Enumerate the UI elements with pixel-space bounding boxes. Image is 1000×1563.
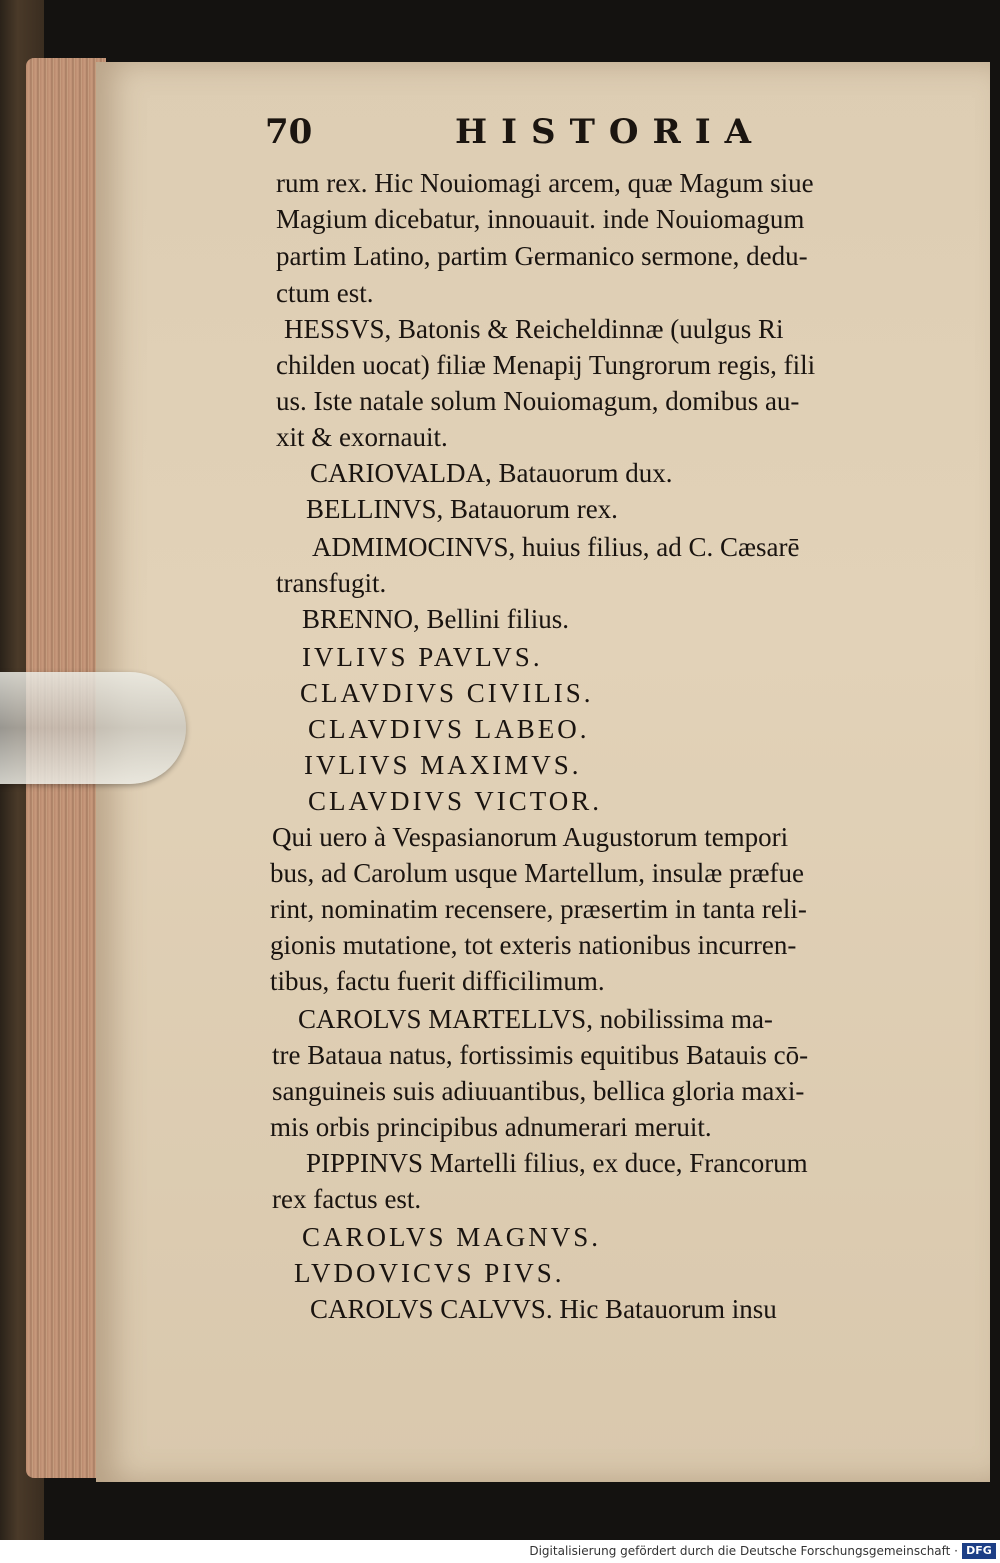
text-line: Qui uero à Vespasianorum Augustorum tempori (272, 822, 789, 852)
text-line: IVLIVS PAVLVS. (302, 642, 543, 672)
text-line: xit & exornauit. (276, 422, 448, 452)
text-line: ctum est. (276, 278, 374, 308)
page-clip (0, 672, 186, 784)
text-line: LVDOVICVS PIVS. (294, 1258, 565, 1288)
text-line: CLAVDIVS LABEO. (308, 714, 590, 744)
text-line: tibus, factu fuerit difficilimum. (270, 966, 605, 996)
text-line: CAROLVS MAGNVS. (302, 1222, 602, 1252)
text-line: transfugit. (276, 568, 387, 598)
text-line: rex factus est. (272, 1184, 422, 1214)
text-line: childen uocat) filiæ Menapij Tungrorum regis, fili (276, 350, 816, 380)
text-line: CLAVDIVS VICTOR. (308, 786, 603, 816)
text-line: HESSVS, Batonis & Reicheldinnæ (uulgus Ri (284, 314, 784, 344)
text-line: sanguineis suis adiuuantibus, bellica gloria maxi- (272, 1076, 805, 1106)
text-line: CAROLVS MARTELLVS, nobilissima ma- (298, 1004, 773, 1034)
text-line: IVLIVS MAXIMVS. (304, 750, 582, 780)
text-line: CLAVDIVS CIVILIS. (300, 678, 594, 708)
text-line: BRENNO, Bellini filius. (302, 604, 570, 634)
page-header (265, 112, 785, 162)
text-line: rum rex. Hic Nouiomagi arcem, quæ Magum siue (276, 168, 814, 198)
text-line: tre Bataua natus, fortissimis equitibus Batauis cō- (272, 1040, 809, 1070)
text-line: CAROLVS CALVVS. Hic Batauorum insu (310, 1294, 777, 1324)
running-head: HISTORIA (455, 112, 766, 152)
text-line: bus, ad Carolum usque Martellum, insulæ præfue (270, 858, 804, 888)
text-line: ADMIMOCINVS, huius filius, ad C. Cæsarē (312, 532, 800, 562)
text-line: mis orbis principibus adnumerari meruit. (270, 1112, 712, 1142)
text-line: partim Latino, partim Germanico sermone, dedu- (276, 241, 808, 271)
text-line: CARIOVALDA, Batauorum dux. (310, 458, 673, 488)
text-line: gionis mutatione, tot exteris nationibus incurren- (270, 930, 797, 960)
page-number: 70 (265, 112, 313, 152)
dfg-logo: DFG (962, 1543, 996, 1559)
text-line: BELLINVS, Batauorum rex. (306, 494, 618, 524)
text-line: Magium dicebatur, innouauit. inde Nouiomagum (276, 204, 805, 234)
funding-credit: Digitalisierung gefördert durch die Deutsche Forschungsgemeinschaft · (529, 1544, 958, 1558)
footer-bar (0, 1540, 1000, 1563)
text-line: us. Iste natale solum Nouiomagum, domibus au- (276, 386, 800, 416)
text-line: PIPPINVS Martelli filius, ex duce, Francorum (306, 1148, 808, 1178)
text-line: rint, nominatim recensere, præsertim in tanta reli- (270, 894, 807, 924)
